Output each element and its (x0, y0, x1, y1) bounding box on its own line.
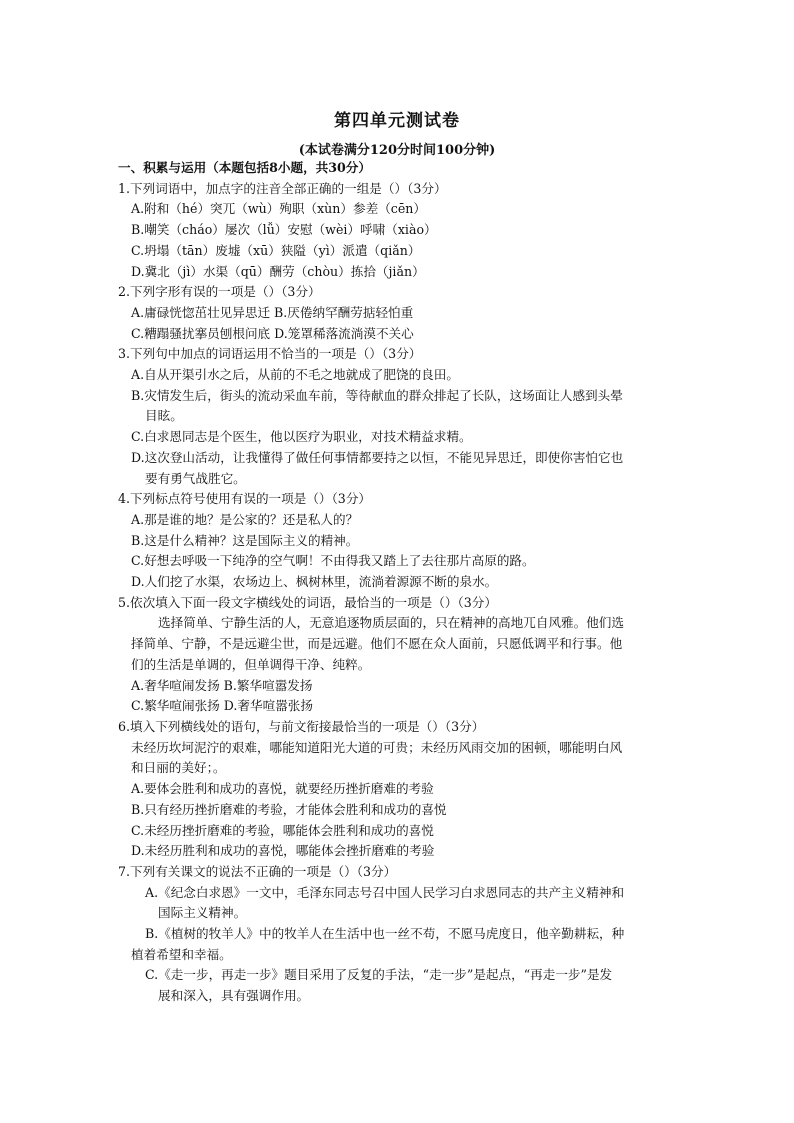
option-b: B.只有经历挫折磨难的考验，才能体会胜利和成功的喜悦 (131, 801, 447, 817)
question-stem: 3.下列句中加点的词语运用不恰当的一项是（）（3分） (118, 346, 422, 362)
question-stem: 2.下列字形有误的一项是（）（3分） (118, 284, 321, 300)
option-b-line1: B.灾情发生后，街头的流动采血车前，等待献血的群众排起了长队，这场面让人感到头晕 (131, 387, 623, 403)
option-c-line2: 展和深入，具有强调作用。 (158, 988, 310, 1004)
question-4 (118, 489, 688, 593)
passage-line3: 们的生活是单调的，但单调得干净、纯粹。 (131, 656, 371, 672)
option-c: C.白求恩同志是个医生，他以医疗为职业，对技术精益求精。 (131, 429, 472, 445)
question-2 (118, 282, 688, 344)
section-heading: 一、积累与运用（本题包括8小题，共30分） (118, 160, 371, 175)
passage-line1: 选择简单、宁静生活的人，无意追逐物质层面的，只在精神的高地兀自风雅。他们选 (158, 615, 624, 631)
option-c: C.坍塌（tān）废墟（xū）狭隘（yì）派遣（qiǎn） (131, 242, 421, 258)
option-a: A.那是谁的地？是公家的？还是私人的？ (131, 511, 359, 527)
option-b-line2: 植着希望和幸福。 (131, 946, 232, 962)
question-7 (118, 862, 688, 1007)
option-d-line2: 要有勇气战胜它。 (145, 470, 246, 486)
option-c: C.未经历挫折磨难的考验，哪能体会胜利和成功的喜悦 (131, 822, 434, 838)
option-a-line1: A.《纪念白求恩》一文中，毛泽东同志号召中国人民学习白求恩同志的共产主义精神和 (145, 884, 625, 900)
option-d: D.人们挖了水渠，农场边上、枫树林里，流淌着源源不断的泉水。 (131, 574, 498, 590)
question-stem: 7.下列有关课文的说法不正确的一项是（）（3分） (118, 863, 397, 879)
option-cd: C.糟蹋骚扰搴员刨根问底 D.笼罩稀落流淌漠不关心 (131, 325, 414, 341)
exam-content (118, 158, 688, 1007)
option-ab: A.庸碌恍惚茁壮见异思迁 B.厌倦纳罕酬劳掂轻怕重 (131, 304, 414, 320)
option-b: B.这是什么精神？这是国际主义的精神。 (131, 532, 359, 548)
option-b: B.嘲笑（cháo）屡次（lǚ）安慰（wèi）呼啸（xiào） (131, 222, 437, 238)
option-a-line2: 国际主义精神。 (158, 905, 247, 921)
page-subtitle: (本试卷满分120分时间100分钟) (298, 143, 496, 158)
question-stem: 1.下列词语中，加点字的注音全部正确的一组是（）（3分） (118, 180, 447, 196)
question-stem: 6.填入下列横线处的语句，与前文衔接最恰当的一项是（）（3分） (118, 718, 485, 734)
question-stem: 5.依次填入下面一段文字横线处的词语，最恰当的一项是（）（3分） (118, 594, 497, 610)
page-title: 第四单元测试卷 (334, 111, 460, 131)
option-a: A.要体会胜利和成功的喜悦，就要经历挫折磨难的考验 (131, 781, 434, 797)
question-5 (118, 593, 688, 717)
option-d-line1: D.这次登山活动，让我懂得了做任何事情都要持之以恒，不能见异思迁，即使你害怕它也 (131, 449, 624, 465)
option-b-line1: B.《植树的牧羊人》中的牧羊人在生活中也一丝不苟，不愿马虎度日，他辛勤耕耘，种 (145, 926, 625, 942)
option-b-line2: 目眩。 (145, 408, 183, 424)
passage-line2: 和日丽的美好；。 (131, 760, 226, 776)
option-c: C.好想去呼吸一下纯净的空气啊！不由得我又踏上了去往那片高原的路。 (131, 553, 535, 569)
option-d: D.未经历胜利和成功的喜悦，哪能体会挫折磨难的考验 (131, 843, 435, 859)
question-6 (118, 717, 688, 862)
passage-line2: 择简单、宁静，不是远避尘世，而是远避。他们不愿在众人面前，只愿低调平和行事。他 (131, 636, 623, 652)
option-a: A.附和（hé）突兀（wù）殉职（xùn）参差（cēn） (131, 201, 426, 217)
option-c-line1: C.《走一步，再走一步》题目采用了反复的手法，“走一步”是起点，“再走一步”是发 (145, 967, 613, 983)
passage-line1: 未经历坎坷泥泞的艰难，哪能知道阳光大道的可贵；未经历风雨交加的困顿，哪能明白风 (131, 739, 623, 755)
option-d: D.冀北（jì）水渠（qū）酬劳（chòu）拣拾（jiǎn） (131, 263, 425, 279)
option-cd: C.繁华喧闹张扬 D.奢华喧嚣张扬 (131, 698, 313, 714)
option-a: A.自从开渠引水之后，从前的不毛之地就成了肥饶的良田。 (131, 367, 459, 383)
question-3 (118, 344, 688, 489)
question-1 (118, 179, 688, 283)
option-ab: A.奢华喧闹发扬 B.繁华喧嚣发扬 (131, 677, 313, 693)
question-stem: 4.下列标点符号使用有误的一项是（）（3分） (118, 491, 372, 507)
